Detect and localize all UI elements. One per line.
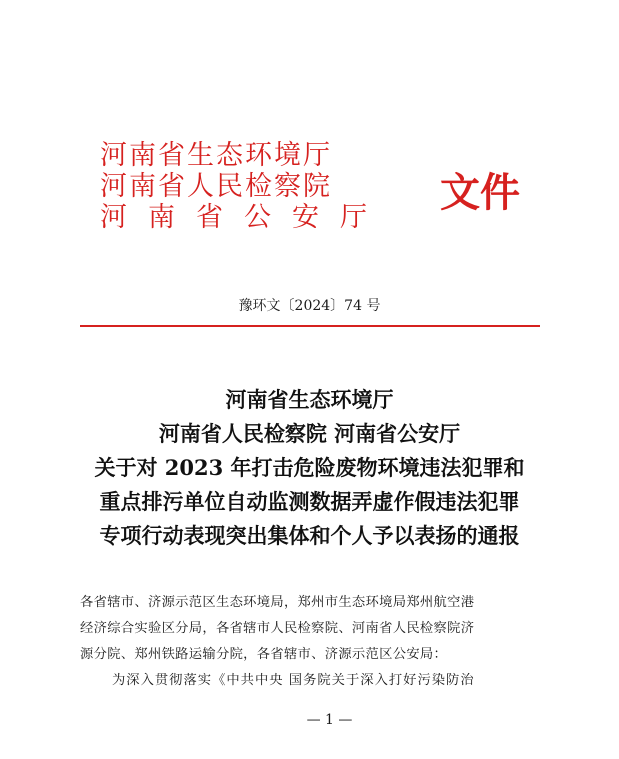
document-number: 豫环文〔2024〕74 号 bbox=[238, 298, 381, 314]
addressee-line: 经济综合实验区分局，各省辖市人民检察院、河南省人民检察院济 bbox=[80, 621, 475, 636]
title-line: 河南省人民检察院 河南省公安厅 bbox=[158, 421, 461, 446]
issuer-ecology-environment-dept: 河南省生态环境厅 bbox=[100, 140, 332, 171]
title-line: 关于对 2023 年打击危险废物环境违法犯罪和 bbox=[94, 455, 525, 480]
document-title bbox=[0, 383, 619, 553]
issuer-public-security-dept: 河南省公安厅 bbox=[100, 202, 388, 233]
body-paragraph: 为深入贯彻落实《中共中央 国务院关于深入打好污染防治 bbox=[112, 673, 475, 688]
title-line: 河南省生态环境厅 bbox=[225, 387, 394, 412]
red-separator-line bbox=[80, 325, 540, 327]
document-body bbox=[80, 590, 545, 694]
issuing-authorities bbox=[100, 140, 440, 233]
document-type-label: 文件 bbox=[440, 169, 520, 216]
title-line: 专项行动表现突出集体和个人予以表扬的通报 bbox=[99, 523, 520, 548]
addressee-line: 源分院、郑州铁路运输分院，各省辖市、济源示范区公安局： bbox=[80, 647, 448, 662]
title-line: 重点排污单位自动监测数据弄虚作假违法犯罪 bbox=[99, 489, 520, 514]
issuer-peoples-procuratorate: 河南省人民检察院 bbox=[100, 171, 332, 202]
page-number: — 1 — bbox=[306, 712, 353, 728]
addressee-line: 各省辖市、济源示范区生态环境局，郑州市生态环境局郑州航空港 bbox=[80, 595, 475, 610]
